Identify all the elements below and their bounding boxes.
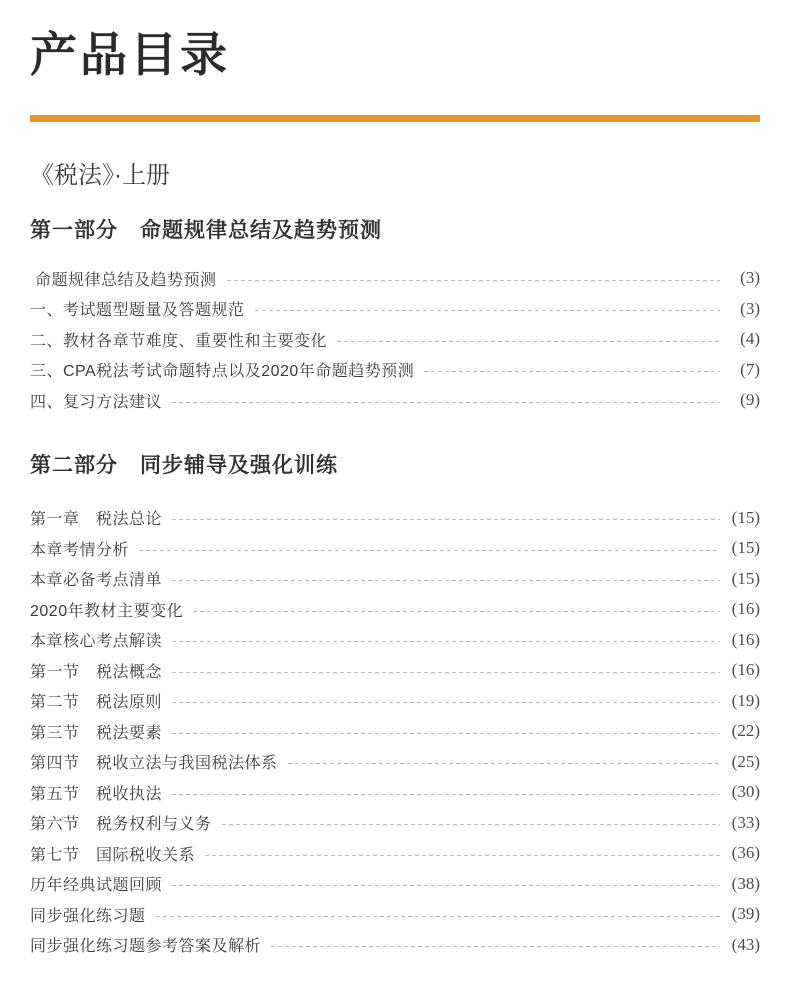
toc-entry-page-number: (43) [731, 934, 760, 954]
dotted-leader [156, 916, 720, 917]
toc-sections [30, 217, 760, 960]
dotted-leader [172, 702, 720, 703]
toc-entry-page-number: (15) [731, 507, 760, 527]
dotted-leader [172, 885, 720, 886]
toc-list [30, 502, 760, 960]
toc-entry-label: 同步强化练习题参考答案及解析 [30, 938, 262, 956]
toc-list [30, 263, 760, 416]
toc-section [30, 452, 760, 960]
dotted-leader [205, 855, 720, 856]
dotted-leader [424, 371, 720, 372]
toc-entry-page-number: (30) [731, 782, 760, 802]
toc-entry-page-number: (39) [731, 904, 760, 924]
dotted-leader [172, 402, 720, 403]
toc-entry-label: 第二节 税法原则 [30, 694, 163, 712]
dotted-leader [193, 611, 720, 612]
toc-entry-page-number: (4) [740, 329, 760, 349]
toc-entry-label: 第七节 国际税收关系 [30, 846, 196, 864]
dotted-leader [288, 763, 720, 764]
toc-entry-row [30, 868, 760, 899]
toc-entry-row [30, 502, 760, 533]
toc-entry-page-number: (15) [731, 538, 760, 558]
toc-entry-row [30, 716, 760, 747]
dotted-leader [172, 580, 720, 581]
toc-entry-label: 2020年教材主要变化 [30, 602, 184, 620]
toc-entry-label: 第四节 税收立法与我国税法体系 [30, 755, 278, 773]
dotted-leader [222, 824, 720, 825]
toc-entry-row [30, 655, 760, 686]
toc-entry-page-number: (15) [731, 568, 760, 588]
toc-entry-label: 命题规律总结及趋势预测 [35, 271, 217, 289]
dotted-leader [172, 672, 720, 673]
dotted-leader [139, 550, 720, 551]
toc-entry-label: 第一章 税法总论 [30, 511, 163, 529]
toc-entry-page-number: (38) [731, 873, 760, 893]
toc-entry-page-number: (7) [740, 359, 760, 379]
dotted-leader [172, 641, 720, 642]
toc-entry-row [30, 563, 760, 594]
toc-entry-row [30, 807, 760, 838]
toc-entry-page-number: (3) [740, 298, 760, 318]
toc-section [30, 217, 760, 416]
toc-entry-page-number: (16) [731, 599, 760, 619]
toc-entry-label: 历年经典试题回顾 [30, 877, 163, 895]
toc-entry-row [30, 263, 760, 294]
toc-entry-row [30, 624, 760, 655]
toc-entry-row [30, 838, 760, 869]
toc-entry-label: 第六节 税务权利与义务 [30, 816, 212, 834]
toc-entry-label: 三、CPA税法考试命题特点以及2020年命题趋势预测 [30, 363, 415, 381]
dotted-leader [255, 310, 720, 311]
part-heading: 第二部分 同步辅导及强化训练 [30, 454, 338, 478]
toc-entry-row [30, 324, 760, 355]
part-heading: 第一部分 命题规律总结及趋势预测 [30, 218, 382, 242]
toc-entry-label: 本章考情分析 [30, 541, 130, 559]
dotted-leader [337, 341, 720, 342]
toc-entry-label: 本章必备考点清单 [30, 572, 163, 590]
toc-entry-page-number: (33) [731, 812, 760, 832]
toc-entry-page-number: (9) [740, 390, 760, 410]
title-divider-rule [30, 115, 760, 122]
toc-entry-page-number: (22) [731, 721, 760, 741]
toc-entry-row [30, 594, 760, 625]
toc-entry-label: 一、考试题型题量及答题规范 [30, 302, 245, 320]
toc-entry-row [30, 929, 760, 960]
toc-entry-row [30, 385, 760, 416]
toc-entry-label: 二、教材各章节难度、重要性和主要变化 [30, 332, 328, 350]
toc-entry-label: 第三节 税法要素 [30, 724, 163, 742]
dotted-leader [271, 946, 720, 947]
toc-entry-page-number: (19) [731, 690, 760, 710]
dotted-leader [172, 519, 720, 520]
book-subtitle: 《税法》·上册 [30, 161, 170, 189]
toc-entry-page-number: (25) [731, 751, 760, 771]
toc-entry-page-number: (16) [731, 660, 760, 680]
toc-entry-row [30, 777, 760, 808]
dotted-leader [172, 794, 720, 795]
toc-entry-label: 本章核心考点解读 [30, 633, 163, 651]
toc-entry-label: 第一节 税法概念 [30, 663, 163, 681]
toc-entry-label: 第五节 税收执法 [30, 785, 163, 803]
toc-entry-page-number: (36) [731, 843, 760, 863]
toc-entry-page-number: (16) [731, 629, 760, 649]
dotted-leader [227, 280, 720, 281]
toc-entry-label: 四、复习方法建议 [30, 393, 163, 411]
toc-entry-row [30, 354, 760, 385]
toc-entry-row [30, 899, 760, 930]
toc-entry-page-number: (3) [740, 268, 760, 288]
dotted-leader [172, 733, 720, 734]
toc-entry-label: 同步强化练习题 [30, 907, 146, 925]
toc-entry-row [30, 293, 760, 324]
page-title: 产品目录 [30, 28, 230, 81]
toc-entry-row [30, 685, 760, 716]
toc-entry-row [30, 746, 760, 777]
toc-entry-row [30, 533, 760, 564]
